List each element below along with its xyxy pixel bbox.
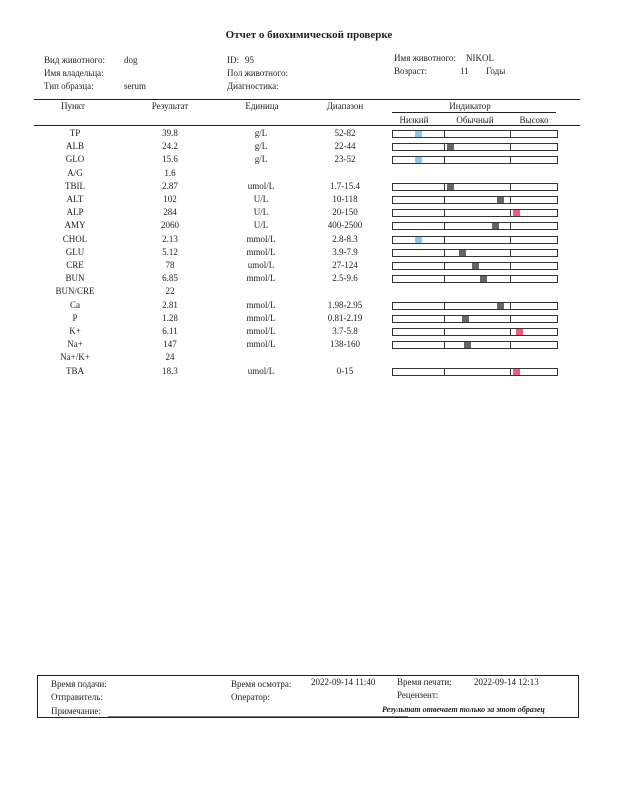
col-indicator-header: Индикатор [449, 101, 491, 111]
row-item: Na+/K+ [60, 352, 90, 362]
row-range: 20-150 [332, 207, 358, 217]
row-unit: mmol/L [246, 234, 276, 244]
row-unit: U/L [253, 220, 269, 230]
header-top-rule [34, 99, 580, 100]
row-range: 1.7-15.4 [330, 181, 360, 191]
indicator-marker-low [415, 131, 422, 137]
operator-label: Оператор: [231, 692, 270, 702]
indicator-divider [444, 237, 445, 243]
row-range: 52-82 [334, 128, 356, 138]
row-result: 284 [163, 207, 177, 217]
row-item: TBIL [65, 181, 85, 191]
row-range: 2.5-9.6 [332, 273, 358, 283]
indicator-divider [444, 197, 445, 203]
indicator-bar [392, 130, 558, 138]
row-unit: g/L [254, 141, 268, 151]
indicator-divider [510, 263, 511, 269]
indicator-divider [444, 184, 445, 190]
row-unit: mmol/L [246, 300, 276, 310]
owner-label: Имя владельца: [44, 68, 104, 78]
row-unit: mmol/L [246, 273, 276, 283]
row-item: CRE [66, 260, 84, 270]
row-unit: g/L [254, 128, 268, 138]
indicator-divider [510, 303, 511, 309]
indicator-bar [392, 275, 558, 283]
row-unit: U/L [253, 194, 269, 204]
indicator-low-label: Низкий [399, 115, 429, 125]
indicator-marker-low [415, 237, 422, 243]
indicator-bar [392, 341, 558, 349]
species-value: dog [124, 55, 138, 65]
row-item: P [72, 313, 78, 323]
row-result: 147 [163, 339, 177, 349]
age-label: Возраст: [394, 66, 427, 76]
indicator-divider [510, 144, 511, 150]
indicator-bar [392, 262, 558, 270]
row-result: 18.3 [162, 366, 178, 376]
row-unit: g/L [254, 154, 268, 164]
row-result: 2.13 [162, 234, 178, 244]
indicator-marker-normal [462, 316, 469, 322]
diagnosis-label: Диагностика: [227, 81, 279, 91]
indicator-bar [392, 183, 558, 191]
indicator-bar [392, 209, 558, 217]
indicator-divider [444, 263, 445, 269]
row-result: 22 [165, 286, 175, 296]
indicator-divider [510, 342, 511, 348]
row-result: 2.81 [162, 300, 178, 310]
row-range: 2.8-8.3 [332, 234, 358, 244]
indicator-divider [510, 329, 511, 335]
row-item: GLO [65, 154, 85, 164]
row-range: 27-124 [332, 260, 358, 270]
row-range: 0.81-2.19 [327, 313, 363, 323]
indicator-marker-normal [472, 263, 479, 269]
indicator-marker-high [513, 369, 520, 375]
row-unit: umol/L [247, 181, 275, 191]
indicator-divider [510, 131, 511, 137]
indicator-bar [392, 302, 558, 310]
age-value: 11 [460, 66, 469, 76]
row-result: 6.11 [162, 326, 178, 336]
row-item: BUN [65, 273, 85, 283]
row-item: ALP [66, 207, 84, 217]
animal-name-label: Имя животного: [394, 53, 456, 63]
indicator-divider [510, 184, 511, 190]
indicator-divider [444, 223, 445, 229]
indicator-marker-normal [447, 144, 454, 150]
indicator-divider [510, 276, 511, 282]
indicator-bar [392, 249, 558, 257]
row-range: 10-118 [332, 194, 358, 204]
row-range: 0-15 [336, 366, 354, 376]
reviewer-label: Рецензент: [397, 690, 439, 700]
note-underline [108, 716, 408, 717]
sender-label: Отправитель: [51, 692, 103, 702]
indicator-bar [392, 143, 558, 151]
row-result: 5.12 [162, 247, 178, 257]
row-item: GLU [65, 247, 85, 257]
row-item: K+ [69, 326, 81, 336]
row-unit: mmol/L [246, 313, 276, 323]
row-item: ALT [66, 194, 84, 204]
exam-time-value: 2022-09-14 11:40 [311, 677, 376, 687]
age-unit: Годы [486, 66, 506, 76]
indicator-marker-normal [492, 223, 499, 229]
row-result: 1.6 [164, 168, 176, 178]
indicator-divider [444, 131, 445, 137]
indicator-divider [510, 250, 511, 256]
exam-time-label: Время осмотра: [231, 679, 292, 689]
note-label: Примечание: [51, 706, 101, 716]
sex-label: Пол животного: [227, 68, 288, 78]
row-result: 2.87 [162, 181, 178, 191]
indicator-divider [510, 237, 511, 243]
row-unit: mmol/L [246, 326, 276, 336]
indicator-divider [510, 316, 511, 322]
indicator-divider [444, 329, 445, 335]
animal-name-value: NIKOL [466, 53, 494, 63]
row-item: A/G [67, 168, 83, 178]
row-result: 24 [165, 352, 175, 362]
footer-bottom-rule [37, 717, 579, 718]
col-range-header: Диапазон [326, 101, 364, 111]
row-unit: umol/L [247, 366, 275, 376]
indicator-marker-normal [480, 276, 487, 282]
indicator-marker-normal [464, 342, 471, 348]
indicator-marker-high [513, 210, 520, 216]
row-result: 102 [163, 194, 177, 204]
row-unit: umol/L [247, 260, 275, 270]
indicator-header-rule [392, 112, 556, 113]
col-result-header: Результат [151, 101, 189, 111]
indicator-marker-normal [497, 197, 504, 203]
row-result: 2060 [161, 220, 179, 230]
indicator-marker-low [415, 157, 422, 163]
indicator-bar [392, 368, 558, 376]
id-label: ID: [227, 55, 239, 65]
row-item: Ca [70, 300, 80, 310]
indicator-bar [392, 222, 558, 230]
indicator-bar [392, 315, 558, 323]
row-result: 6.85 [162, 273, 178, 283]
indicator-divider [444, 210, 445, 216]
submit-time-label: Время подачи: [51, 679, 107, 689]
indicator-divider [510, 223, 511, 229]
row-item: TP [69, 128, 81, 138]
indicator-marker-normal [497, 303, 504, 309]
row-item: ALB [66, 141, 84, 151]
indicator-divider [444, 342, 445, 348]
id-value: 95 [245, 55, 254, 65]
indicator-divider [444, 369, 445, 375]
indicator-bar [392, 196, 558, 204]
indicator-normal-label: Обычный [456, 115, 494, 125]
row-unit: mmol/L [246, 339, 276, 349]
indicator-divider [444, 144, 445, 150]
indicator-divider [444, 250, 445, 256]
row-range: 138-160 [330, 339, 360, 349]
row-range: 22-44 [334, 141, 356, 151]
sample-type-label: Тип образца: [44, 81, 94, 91]
indicator-divider [444, 316, 445, 322]
indicator-marker-high [516, 329, 523, 335]
indicator-marker-normal [459, 250, 466, 256]
indicator-divider [510, 197, 511, 203]
col-unit-header: Единица [245, 101, 279, 111]
indicator-bar [392, 156, 558, 164]
indicator-divider [510, 157, 511, 163]
row-range: 400-2500 [327, 220, 363, 230]
report-title: Отчет о биохимической проверке [225, 29, 393, 41]
col-item-header: Пункт [60, 101, 85, 111]
row-item: BUN/CRE [55, 286, 95, 296]
indicator-divider [510, 369, 511, 375]
footer-left-border [37, 675, 38, 718]
indicator-divider [510, 210, 511, 216]
row-range: 1.98-2.95 [327, 300, 363, 310]
row-item: CHOL [62, 234, 88, 244]
indicator-divider [444, 276, 445, 282]
row-item: TBA [66, 366, 84, 376]
row-range: 3.7-5.8 [332, 326, 358, 336]
indicator-divider [444, 303, 445, 309]
disclaimer-text: Результат отвечает только за этот образец [382, 705, 545, 714]
indicator-bar [392, 328, 558, 336]
footer-right-border [578, 675, 579, 718]
row-result: 15.6 [162, 154, 178, 164]
footer-top-rule [37, 675, 579, 676]
row-result: 39.8 [162, 128, 178, 138]
print-time-label: Время печати: [397, 677, 452, 687]
row-item: AMY [64, 220, 86, 230]
row-unit: U/L [253, 207, 269, 217]
row-result: 78 [165, 260, 175, 270]
row-item: Na+ [67, 339, 83, 349]
row-range: 3.9-7.9 [332, 247, 358, 257]
print-time-value: 2022-09-14 12:13 [474, 677, 539, 687]
row-result: 24.2 [162, 141, 178, 151]
header-bottom-rule [34, 125, 580, 126]
row-result: 1.28 [162, 313, 178, 323]
row-range: 23-52 [334, 154, 356, 164]
indicator-bar [392, 236, 558, 244]
sample-type-value: serum [124, 81, 146, 91]
species-label: Вид животного: [44, 55, 105, 65]
indicator-divider [444, 157, 445, 163]
indicator-high-label: Высоко [519, 115, 549, 125]
row-unit: mmol/L [246, 247, 276, 257]
indicator-marker-normal [447, 184, 454, 190]
